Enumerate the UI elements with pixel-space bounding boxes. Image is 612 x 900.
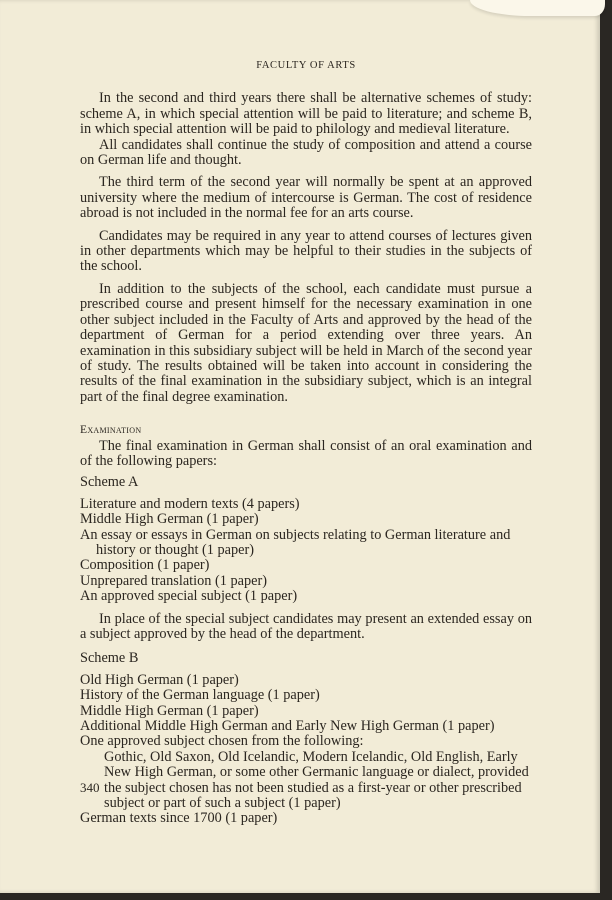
examination-heading: Examination — [80, 424, 142, 437]
paragraph-subsidiary: In addition to the subjects of the school, each candidate must pursue a prescribed course and present himself for the necessary examination in one other subject included in the Faculty of Arts and approved by the head of the department of German for a period extending over three years. An examination in this subsidiary subject will be held in March of the second year of study. The results obtained will be taken into account in considering the results of the final examination in the subsidiary subject, which is an integral part of the final degree examination. — [80, 280, 532, 405]
special-subject-note: In place of the special subject candidates may present an extended essay on a subject approved by the head of the department. — [80, 610, 532, 642]
list-item: Old High German (1 paper) — [80, 671, 239, 688]
paragraph-lectures: Candidates may be required in any year to attend courses of lectures given in other departments which may be helpful to their studies in the subjects of the school. — [80, 227, 532, 275]
list-item: Additional Middle High German and Early New High German (1 paper) — [80, 718, 495, 735]
list-item: History of the German language (1 paper) — [80, 687, 320, 704]
list-item: Middle High German (1 paper) — [80, 702, 259, 719]
list-item: Literature and modern texts (4 papers) — [80, 495, 300, 512]
list-item: One approved subject chosen from the following: — [80, 733, 364, 750]
scheme-a-title: Scheme A — [80, 474, 139, 491]
scheme-b-list — [80, 673, 532, 827]
list-item: Unprepared translation (1 paper) — [80, 572, 267, 589]
scheme-a-list — [80, 497, 532, 605]
page-body — [80, 58, 532, 827]
list-sub-item: Gothic, Old Saxon, Old Icelandic, Modern Icelandic, Old English, Early New High German, or some other Germanic language or dialect, provided the subject chosen has not been studied as a first-year or other prescribed subject or part of such a subject (1 paper) — [104, 748, 529, 812]
list-item: Composition (1 paper) — [80, 557, 210, 574]
running-header: FACULTY OF ARTS — [256, 60, 356, 71]
list-item: German texts since 1700 (1 paper) — [80, 810, 278, 827]
page-number: 340 — [80, 780, 100, 795]
list-item: An essay or essays in German on subjects relating to German literature and history or thought (1 paper) — [80, 526, 511, 558]
paragraph-residence: The third term of the second year will normally be spent at an approved university where the medium of intercourse is German. The cost of residence abroad is not included in the normal fee for an arts course. — [80, 174, 532, 222]
list-item: An approved special subject (1 paper) — [80, 588, 298, 605]
scheme-b-title: Scheme B — [80, 650, 139, 667]
paragraph-composition: All candidates shall continue the study of composition and attend a course on German life and thought. — [80, 136, 532, 169]
examination-intro: The final examination in German shall consist of an oral examination and of the following papers: — [80, 437, 532, 469]
page-curl — [470, 0, 605, 16]
list-item: Middle High German (1 paper) — [80, 511, 259, 528]
paragraph-schemes: In the second and third years there shall be alternative schemes of study: scheme A, in which special attention will be paid to literature; and scheme B, in which special attention will be paid to philology and medieval literature. — [80, 90, 532, 138]
